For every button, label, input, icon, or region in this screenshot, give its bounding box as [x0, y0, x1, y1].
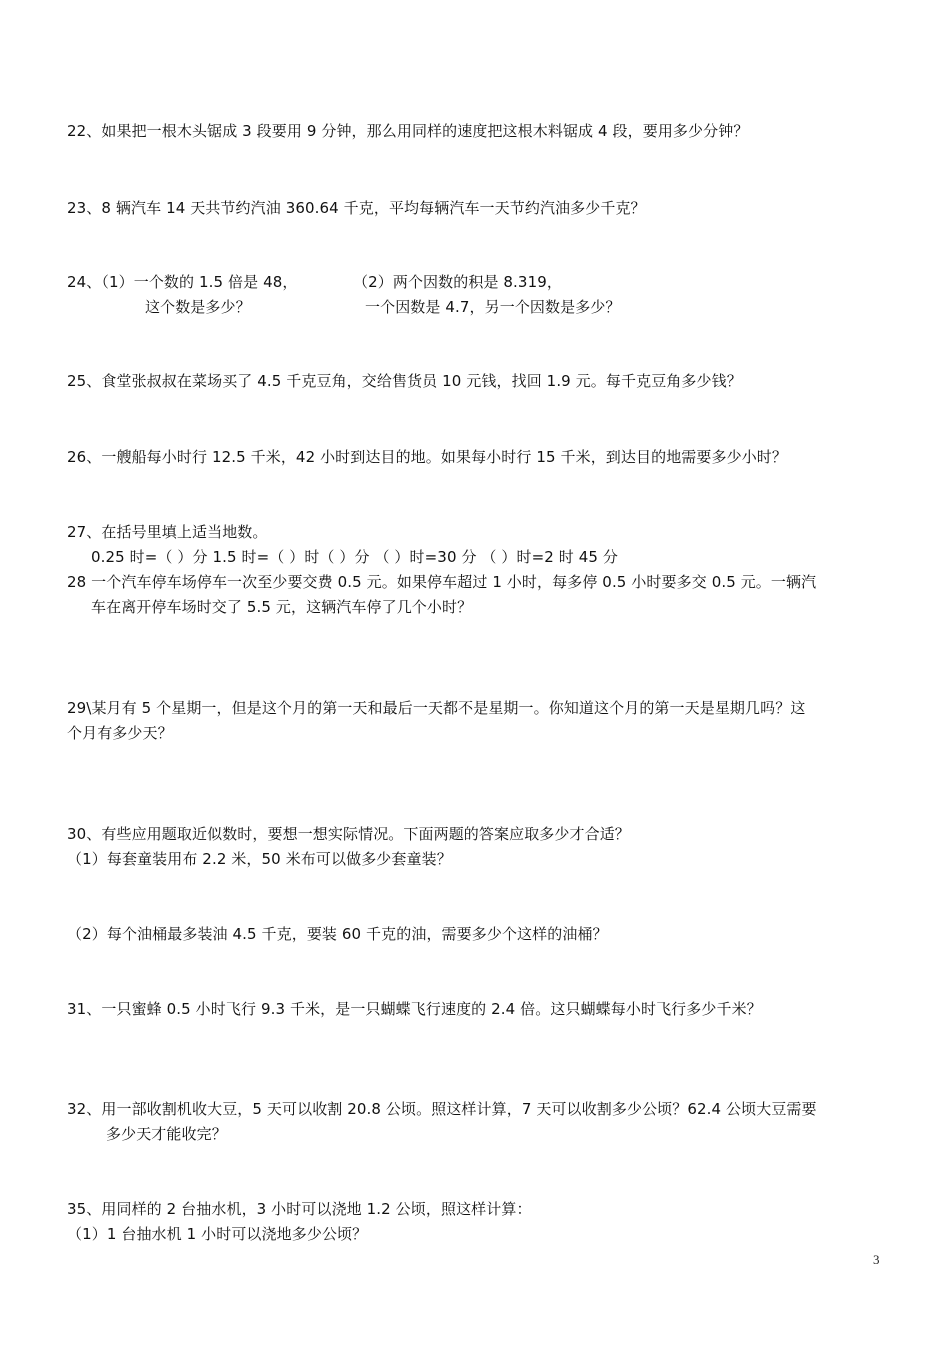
- question-25: 25、食堂张叔叔在菜场买了 4.5 千克豆角，交给售货员 10 元钱，找回 1.9 元。每千克豆角多少钱？: [67, 372, 742, 390]
- question-35-title: 35、用同样的 2 台抽水机，3 小时可以浇地 1.2 公顷，照这样计算：: [67, 1200, 532, 1218]
- question-27-title: 27、在括号里填上适当地数。: [67, 523, 268, 541]
- question-28-line1: 28 一个汽车停车场停车一次至少要交费 0.5 元。如果停车超过 1 小时，每多停 0.5 小时要多交 0.5 元。一辆汽: [67, 573, 817, 591]
- question-30-title: 30、有些应用题取近似数时，要想一想实际情况。下面两题的答案应取多少才合适？: [67, 825, 630, 843]
- question-30-part2: （2）每个油桶最多装油 4.5 千克，要装 60 千克的油，需要多少个这样的油桶？: [67, 925, 608, 943]
- question-28-line2: 车在离开停车场时交了 5.5 元，这辆汽车停了几个小时？: [91, 598, 473, 616]
- question-24-part2-line2: 一个因数是 4.7，另一个因数是多少？: [365, 298, 621, 316]
- question-32-line1: 32、用一部收割机收大豆，5 天可以收割 20.8 公顷。照这样计算，7 天可以收割多少公顷？62.4 公顷大豆需要: [67, 1100, 817, 1118]
- question-24-part2-line1: （2）两个因数的积是 8.319，: [353, 273, 562, 291]
- question-32-line2: 多少天才能收完？: [106, 1125, 227, 1143]
- question-29-line1: 29\某月有 5 个星期一，但是这个月的第一天和最后一天都不是星期一。你知道这个月的第一天是星期几吗？这: [67, 699, 806, 717]
- question-27-blanks: 0.25 时=（ ）分 1.5 时=（ ）时（ ）分 （ ）时=30 分 （ ）时=2 时 45 分: [91, 548, 618, 566]
- page-number: 3: [873, 1252, 880, 1267]
- question-24-part1-line1: 24、（1）一个数的 1.5 倍是 48，: [67, 273, 298, 291]
- question-23: 23、8 辆汽车 14 天共节约汽油 360.64 千克，平均每辆汽车一天节约汽油多少千克？: [67, 199, 646, 217]
- question-26: 26、一艘船每小时行 12.5 千米，42 小时到达目的地。如果每小时行 15 千米，到达目的地需要多少小时？: [67, 448, 788, 466]
- question-30-part1: （1）每套童装用布 2.2 米，50 米布可以做多少套童装？: [67, 850, 452, 868]
- question-31: 31、一只蜜蜂 0.5 小时飞行 9.3 千米，是一只蝴蝶飞行速度的 2.4 倍。这只蝴蝶每小时飞行多少千米？: [67, 1000, 762, 1018]
- question-29-line2: 个月有多少天？: [67, 724, 173, 742]
- question-24-part1-line2: 这个数是多少？: [145, 298, 251, 316]
- question-35-part1: （1）1 台抽水机 1 小时可以浇地多少公顷？: [67, 1225, 368, 1243]
- question-22: 22、如果把一根木头锯成 3 段要用 9 分钟，那么用同样的速度把这根木料锯成 4 段，要用多少分钟？: [67, 122, 749, 140]
